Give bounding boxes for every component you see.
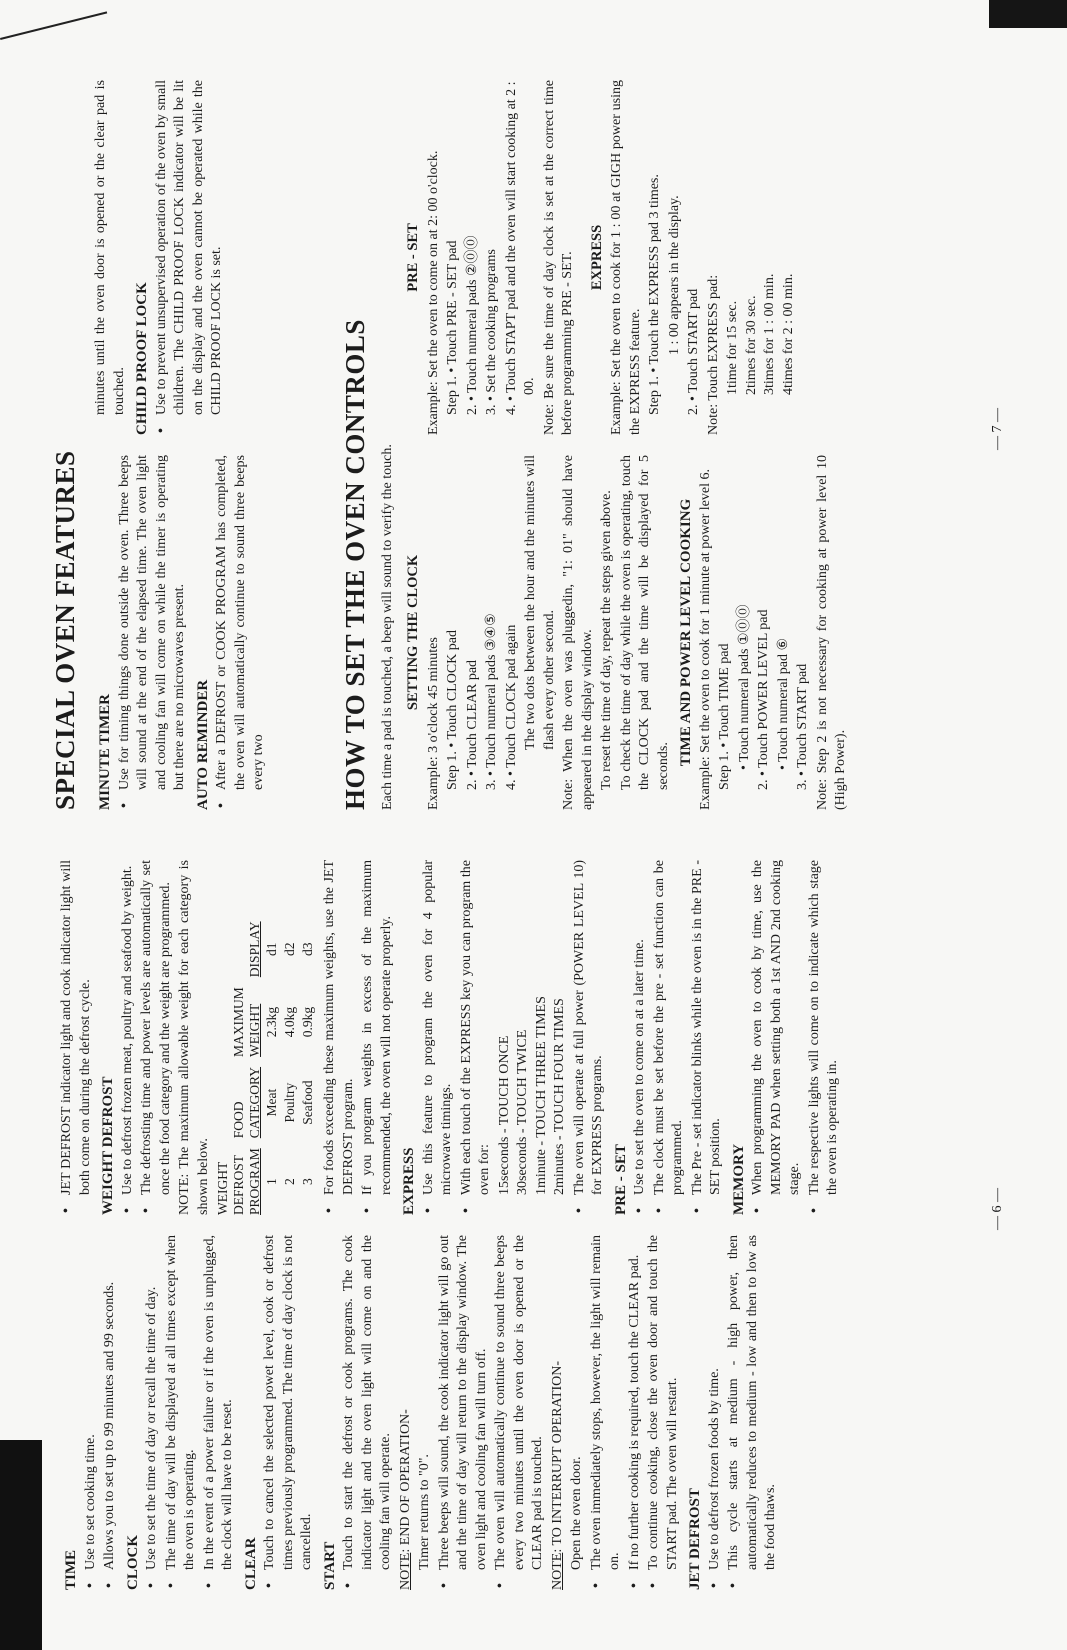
step: Step 1. • Touch TIME pad xyxy=(717,643,732,790)
bullet: • Use to defrost frozen foods by time. xyxy=(706,1235,725,1590)
table-header: WEIGHT xyxy=(215,1161,230,1215)
bullet: • After a DEFROST or COOK PROGRAM has completed, the oven will automatically continue to sound three beeps every two xyxy=(213,455,269,810)
step: 2. • Touch POWER LEVEL pad xyxy=(756,609,771,790)
list-item: 1time for 15 sec. xyxy=(725,300,740,395)
note-text: Note: Be sure the time of day clock is set at the correct time before programming PRE - SET. xyxy=(541,80,575,435)
table-header xyxy=(215,977,231,1057)
intro-text: Each time a pad is touched, a beep will sound to verify the touch. xyxy=(380,444,395,810)
scan-artifact-edge xyxy=(0,1440,42,1650)
clock-steps xyxy=(444,455,559,810)
express-steps xyxy=(646,80,704,435)
bullet: • Touch to start the defrost or cook programs. The cook indicator light and the oven light will come on and the cooling fan will operate. xyxy=(340,1235,396,1590)
example-text: Example: Set the oven to cook for 1 : 00 at GIGH power using the EXPRESS feature. xyxy=(609,80,643,435)
bullet: • Use to prevent unsupervised operation of the oven by small children. The CHILD PROOF LOCK indicator will be lit on the display and the oven cannot be operated while the CHILD PROOF LOCK is set. xyxy=(153,80,227,435)
step: 3. • Touch numeral pads ③④⑤ xyxy=(484,613,499,790)
table-row xyxy=(281,911,299,1215)
note-end-of-operation: NOTE: END OF OPERATION- xyxy=(397,1409,413,1590)
step-subtext: The two dots between the hour and the minutes will flash every other second. xyxy=(523,455,557,750)
table-cell: 2.3kg xyxy=(264,1006,279,1038)
bullet: • The Pre - set indicator blinks while the oven is in the PRE - SET position. xyxy=(689,860,726,1215)
step: 3. • Set the cooking programs xyxy=(484,249,499,415)
page7-column-1 xyxy=(92,455,270,810)
list-item: 30seconds - TOUCH TWICE xyxy=(515,1029,530,1195)
note-text: Note: Step 2 is not necessary for cooking at power level 10 (High Power). xyxy=(814,455,848,810)
step: Step 1. • Touch CLOCK pad xyxy=(445,630,460,790)
heading-time-power-cooking: TIME AND POWER LEVEL COOKING xyxy=(678,498,694,767)
express-timings-list xyxy=(496,860,570,1215)
page-number: — 7 — xyxy=(990,408,1005,450)
bullet: • Use to defrost frozen meat, poultry and seafood by weight. xyxy=(119,860,138,1215)
section-title-special-features: SPECIAL OVEN FEATURES xyxy=(50,450,80,810)
weight-defrost-table xyxy=(215,911,317,1215)
bullet: • The clock must be set before the pre - set function can be programmed. xyxy=(651,860,688,1215)
scan-artifact-corner xyxy=(989,0,1067,28)
table-header xyxy=(215,1057,231,1138)
manual-page-6 xyxy=(40,830,1040,1610)
table-cell: 2 xyxy=(282,1178,297,1185)
heading-minute-timer: MINUTE TIMER xyxy=(97,694,113,810)
table-header: WEIGHT xyxy=(247,1003,262,1057)
note-text: Note: When the oven was pluggedin, "1: 01" should have appeared in the display window. xyxy=(561,455,595,810)
bullet: • Touch to cancel the selected powet level, cook or defrost times previously programmed. The time of day clock is not cancelled. xyxy=(261,1235,317,1590)
table-header: FOOD xyxy=(231,1101,246,1139)
page7-column-2 xyxy=(92,80,228,435)
heading-weight-defrost: WEIGHT DEFROST xyxy=(100,1076,116,1215)
bullet: • The oven will operate at full power (POWER LEVEL 10) for EXPRESS programs. xyxy=(571,860,608,1215)
list-item: 4times for 2 : 00 min. xyxy=(780,273,796,395)
heading-jet-defrost: JET DEFROST xyxy=(687,1488,703,1590)
manual-page-7 xyxy=(40,50,1040,830)
list-item: 2minutes - TOUCH FOUR TIMES xyxy=(552,998,567,1195)
bullet: • The oven immediately stops, however, the light will remain on. xyxy=(588,1235,625,1590)
table-header: DISPLAY xyxy=(247,921,262,978)
list-item: 2times for 30 sec. xyxy=(743,295,759,395)
heading-clock: CLOCK xyxy=(124,1534,141,1590)
bullet: • For foods exceeding these maximum weights, use the JET DEFROST program. xyxy=(321,860,358,1215)
heading-auto-reminder: AUTO REMINDER xyxy=(194,679,211,810)
table-cell: Seafood xyxy=(300,1080,315,1125)
bullet: • To continue cooking, close the oven door and touch the START pad. The oven will restart. xyxy=(645,1235,682,1590)
note-subtext: Open the oven door. xyxy=(569,1456,584,1570)
table-row xyxy=(263,911,281,1215)
subheading-pre-set: PRE - SET xyxy=(405,223,421,292)
table-cell: 0.9kg xyxy=(300,1006,315,1038)
table-cell: 1 xyxy=(264,1178,279,1185)
time-power-steps xyxy=(716,455,813,810)
step: 4. • Touch CLOCK pad again xyxy=(503,624,519,790)
note-text: Note: Touch EXPRESS pad: xyxy=(705,274,721,435)
bullet: • The defrosting time and power levels are automatically set once the food category and the weight are programmed. xyxy=(138,860,175,1215)
bullet: • When programming the oven to cook by time, use the MEMORY PAD when setting both a 1st AND 2nd cooking stage. xyxy=(749,860,805,1215)
example-text: Example: Set the oven to come on at 2: 00 o'clock. xyxy=(425,150,441,435)
page-number: — 6 — xyxy=(990,1188,1005,1230)
bullet: • Use for timing things done outside the oven. Three beeps will sound at the end of the elapsed time. The oven light and cooling fan will come on while the timer is operating but there are no microwaves present. xyxy=(116,455,190,810)
paragraph: To reset the time of day, repeat the steps given above. xyxy=(599,490,614,790)
heading-start: START xyxy=(321,1541,338,1590)
table-cell: Poultry xyxy=(282,1082,297,1123)
bullet: • The oven will automatically continue to sound three beeps every two minutes until the oven door is opened or the CLEAR pad is touched. xyxy=(492,1235,548,1590)
bullet: • JET DEFROST indicator light and cook indicator light will both come on during the defrost cycle. xyxy=(58,860,95,1215)
heading-memory: MEMORY xyxy=(730,1143,747,1215)
page6-column-1 xyxy=(58,1235,782,1590)
bullet: • Three beeps will sound, the cook indicator light will go out and the time of day will return to the display window. The oven light and cooling fan will turn off. xyxy=(436,1235,492,1590)
note-interrupt-operation: NOTE: TO INTERRUPT OPERATION- xyxy=(549,1360,565,1590)
bullet: • In the event of a power failure or if the oven is unplugged, the clock will have to be reset. xyxy=(201,1235,238,1590)
table-header: PROGRAM xyxy=(247,1148,262,1215)
step: • Touch numeral pad ⑥ xyxy=(775,637,791,770)
step: 2. • Touch CLEAR pad xyxy=(464,659,480,790)
table-header xyxy=(215,911,231,977)
list-item: 1minute - TOUCH THREE TIMES xyxy=(533,996,549,1195)
paragraph: To check the time of day while the oven is operating, touch the CLOCK pad and the time will be displayed for 5 seconds. xyxy=(618,455,671,790)
bullet: • If you program weights in excess of the maximum recommended, the oven will not operate properly. xyxy=(359,860,396,1215)
list-item: 15seconds - TOUCH ONCE xyxy=(496,1035,512,1195)
heading-pre-set: PRE - SET xyxy=(612,1144,629,1215)
step: 2. • Touch numeral pads ②⓪⓪ xyxy=(464,235,480,415)
express-touch-list xyxy=(724,80,798,435)
example-text: Example: 3 o'clock 45 minutes xyxy=(425,637,441,810)
rotated-manual-spread xyxy=(40,50,1040,1610)
step: Step 1. • Touch PRE - SET pad xyxy=(445,240,460,415)
page6-column-2 xyxy=(58,860,844,1215)
list-item: 3times for 1 : 00 min. xyxy=(762,273,777,395)
continued-text: minutes until the oven door is opened or the clear pad is touched. xyxy=(93,80,127,415)
table-header: CATEGORY xyxy=(247,1066,262,1139)
step-subtext: 1 : 00 appears in the display. xyxy=(666,195,682,355)
bullet: • The time of day will be displayed at all times except when the oven is operating. xyxy=(163,1235,200,1590)
section-title-oven-controls: HOW TO SET THE OVEN CONTROLS xyxy=(340,319,370,810)
heading-time: TIME xyxy=(63,1549,79,1590)
note-max-weight: NOTE: The maximum allowable weight for each category is shown below. xyxy=(177,860,211,1215)
table-header: DEFROST xyxy=(231,1154,246,1215)
subheading-setting-clock: SETTING THE CLOCK xyxy=(405,554,421,711)
table-header xyxy=(231,911,247,977)
table-header: MAXIMUM xyxy=(231,987,246,1057)
example-text: Example: Set the oven to cook for 1 minute at power level 6. xyxy=(697,469,713,810)
scan-artifact-line xyxy=(0,11,107,40)
bullet: • Use this feature to program the oven for 4 popular microwave timings. xyxy=(420,860,457,1215)
bullet: • If no further cooking is required, touch the CLEAR pad. xyxy=(626,1235,645,1590)
bullet: • The respective lights will come on to indicate which stage the oven is operating in. xyxy=(806,860,843,1215)
step: 4. • Touch STAPT pad and the oven will start cooking at 2 : 00. xyxy=(503,81,537,415)
bullet: • Allows you to set up to 99 minutes and 99 seconds. xyxy=(101,1235,120,1590)
bullet: • Use to set the oven to come on at a later time. xyxy=(631,860,650,1215)
bullet: • This cycle starts at medium - high power, then automatically reduces to medium - low and then to low as the food thaws. xyxy=(725,1235,781,1590)
table-cell: Meat xyxy=(264,1088,279,1117)
table-cell: 4.0kg xyxy=(282,1006,297,1038)
bullet: • Use to set cooking time. xyxy=(82,1235,101,1590)
heading-clear: CLEAR xyxy=(242,1537,259,1590)
bullet: • With each touch of the EXPRESS key you can program the oven for: xyxy=(458,860,495,1215)
subheading-express: EXPRESS xyxy=(588,224,605,291)
step: • Touch numeral pads ①⓪⓪ xyxy=(736,604,752,770)
pre-set-steps xyxy=(444,80,540,435)
page7-column-3 xyxy=(402,455,852,810)
step: Step 1. • Touch the EXPRESS pad 3 times. xyxy=(647,174,662,415)
bullet: • Use to set the time of day or recall the time of day. xyxy=(143,1235,162,1590)
note-subtext: Timer returns to "0". xyxy=(417,1454,432,1570)
page7-column-4 xyxy=(402,80,799,435)
table-cell: d2 xyxy=(282,942,297,957)
table-cell: d1 xyxy=(264,942,279,957)
table-cell: 3 xyxy=(300,1178,315,1185)
table-cell: d3 xyxy=(300,942,315,957)
heading-child-proof-lock: CHILD PROOF LOCK xyxy=(134,282,150,435)
heading-express: EXPRESS xyxy=(401,1147,417,1215)
step: 2. • Touch START pad xyxy=(686,288,701,415)
table-row xyxy=(299,911,317,1215)
step: 3. • Touch START pad xyxy=(795,663,810,790)
